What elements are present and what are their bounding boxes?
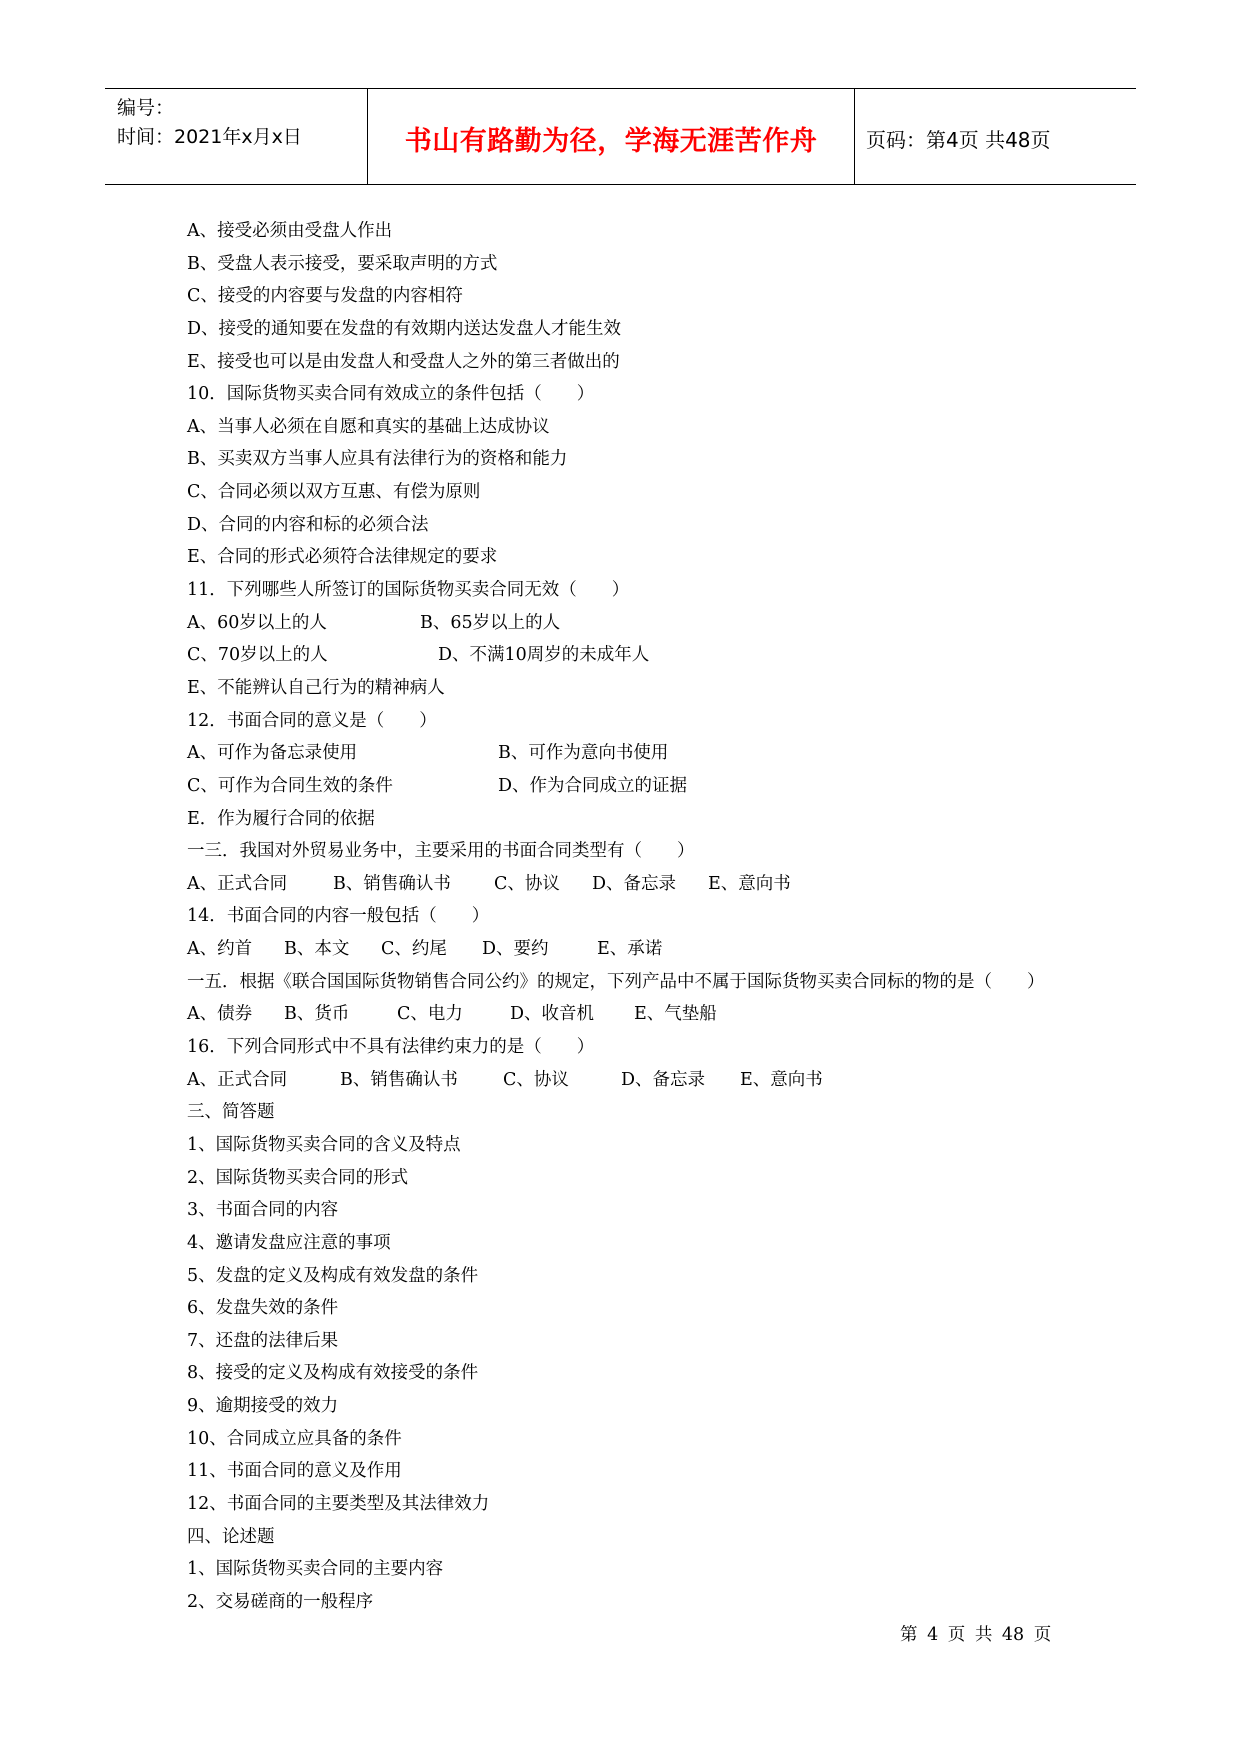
option-item: E、意向书 <box>708 873 791 894</box>
text-line: 10、合同成立应具备的条件 <box>187 1428 402 1449</box>
page-label: 页码：第4页 共48页 <box>866 128 1051 152</box>
option-item: C、70岁以上的人 <box>187 645 328 666</box>
option-item: D、要约 <box>482 939 549 960</box>
option-item: A、60岁以上的人 <box>187 612 327 633</box>
option-item: E、承诺 <box>597 939 663 960</box>
text-line: B、买卖双方当事人应具有法律行为的资格和能力 <box>187 449 568 470</box>
text-line: 2、交易磋商的一般程序 <box>187 1591 374 1612</box>
text-line: 三、简答题 <box>187 1102 275 1123</box>
page-header <box>105 88 1136 185</box>
document-body <box>187 215 1087 1619</box>
text-line: E．作为履行合同的依据 <box>187 808 375 829</box>
text-line: 5、发盘的定义及构成有效发盘的条件 <box>187 1265 479 1286</box>
option-item: E、气垫船 <box>634 1004 717 1025</box>
option-item: C、协议 <box>503 1069 569 1090</box>
text-line: 2、国际货物买卖合同的形式 <box>187 1167 409 1188</box>
text-line: 一五．根据《联合国国际货物销售合同公约》的规定，下列产品中不属于国际货物买卖合同标的物的是（ ） <box>187 971 1045 992</box>
option-item: C、可作为合同生效的条件 <box>187 775 393 796</box>
option-item: B、可作为意向书使用 <box>498 743 669 764</box>
text-line: 7、还盘的法律后果 <box>187 1330 339 1351</box>
option-item: A、正式合同 <box>187 873 288 894</box>
option-item: C、电力 <box>397 1004 463 1025</box>
text-line: 1、国际货物买卖合同的主要内容 <box>187 1559 444 1580</box>
text-line: C、接受的内容要与发盘的内容相符 <box>187 286 463 307</box>
text-line: 3、书面合同的内容 <box>187 1200 339 1221</box>
text-line: 12、书面合同的主要类型及其法律效力 <box>187 1493 490 1514</box>
text-line: A、当事人必须在自愿和真实的基础上达成协议 <box>187 416 550 437</box>
text-line: 16．下列合同形式中不具有法律约束力的是（ ） <box>187 1037 595 1058</box>
option-item: D、不满10周岁的未成年人 <box>438 645 650 666</box>
text-line: 四、论述题 <box>187 1526 275 1547</box>
number-label: 编号： <box>117 97 175 119</box>
option-item: D、备忘录 <box>592 873 677 894</box>
text-line: 10．国际货物买卖合同有效成立的条件包括（ ） <box>187 384 595 405</box>
text-line: C、合同必须以双方互惠、有偿为原则 <box>187 482 481 503</box>
option-item: A、正式合同 <box>187 1069 288 1090</box>
text-line: 11、书面合同的意义及作用 <box>187 1461 402 1482</box>
header-info-cell <box>105 89 367 184</box>
text-line: 8、接受的定义及构成有效接受的条件 <box>187 1363 479 1384</box>
option-item: D、备忘录 <box>621 1069 706 1090</box>
option-item: B、65岁以上的人 <box>420 612 561 633</box>
option-item: B、销售确认书 <box>340 1069 458 1090</box>
option-item: E、意向书 <box>740 1069 823 1090</box>
text-line: 11．下列哪些人所签订的国际货物买卖合同无效（ ） <box>187 580 630 601</box>
time-label: 时间：2021年x月x日 <box>117 126 302 148</box>
text-line: 一三．我国对外贸易业务中，主要采用的书面合同类型有（ ） <box>187 841 695 862</box>
text-line: 6、发盘失效的条件 <box>187 1298 339 1319</box>
text-line <box>187 998 1087 1031</box>
option-item: B、本文 <box>284 939 350 960</box>
text-line: 14．书面合同的内容一般包括（ ） <box>187 906 490 927</box>
text-line <box>187 933 1087 966</box>
text-line: D、接受的通知要在发盘的有效期内送达发盘人才能生效 <box>187 318 622 339</box>
option-item: B、货币 <box>284 1004 350 1025</box>
text-line <box>187 770 1087 803</box>
option-item: C、协议 <box>494 873 560 894</box>
page-footer: 第 4 页 共 48 页 <box>900 1625 1052 1645</box>
option-item: A、约首 <box>187 939 253 960</box>
text-line <box>187 639 1087 672</box>
text-line: 12．书面合同的意义是（ ） <box>187 710 437 731</box>
option-item: D、收音机 <box>510 1004 595 1025</box>
option-item: A、可作为备忘录使用 <box>187 743 358 764</box>
text-line <box>187 737 1087 770</box>
text-line <box>187 1064 1087 1097</box>
text-line: E、接受也可以是由发盘人和受盘人之外的第三者做出的 <box>187 351 620 372</box>
option-item: B、销售确认书 <box>333 873 451 894</box>
option-item: D、作为合同成立的证据 <box>498 775 688 796</box>
header-page-cell <box>854 89 1136 184</box>
text-line: E、不能辨认自己行为的精神病人 <box>187 677 445 698</box>
text-line: E、合同的形式必须符合法律规定的要求 <box>187 547 498 568</box>
text-line: 1、国际货物买卖合同的含义及特点 <box>187 1134 461 1155</box>
text-line <box>187 868 1087 901</box>
text-line: B、受盘人表示接受，要采取声明的方式 <box>187 253 498 274</box>
text-line: D、合同的内容和标的必须合法 <box>187 514 429 535</box>
motto: 书山有路勤为径，学海无涯苦作舟 <box>404 126 818 157</box>
text-line <box>187 607 1087 640</box>
text-line: 9、逾期接受的效力 <box>187 1396 339 1417</box>
option-item: C、约尾 <box>381 939 447 960</box>
header-motto-cell <box>367 89 855 184</box>
option-item: A、债券 <box>187 1004 253 1025</box>
text-line: 4、邀请发盘应注意的事项 <box>187 1232 391 1253</box>
text-line: A、接受必须由受盘人作出 <box>187 221 393 241</box>
